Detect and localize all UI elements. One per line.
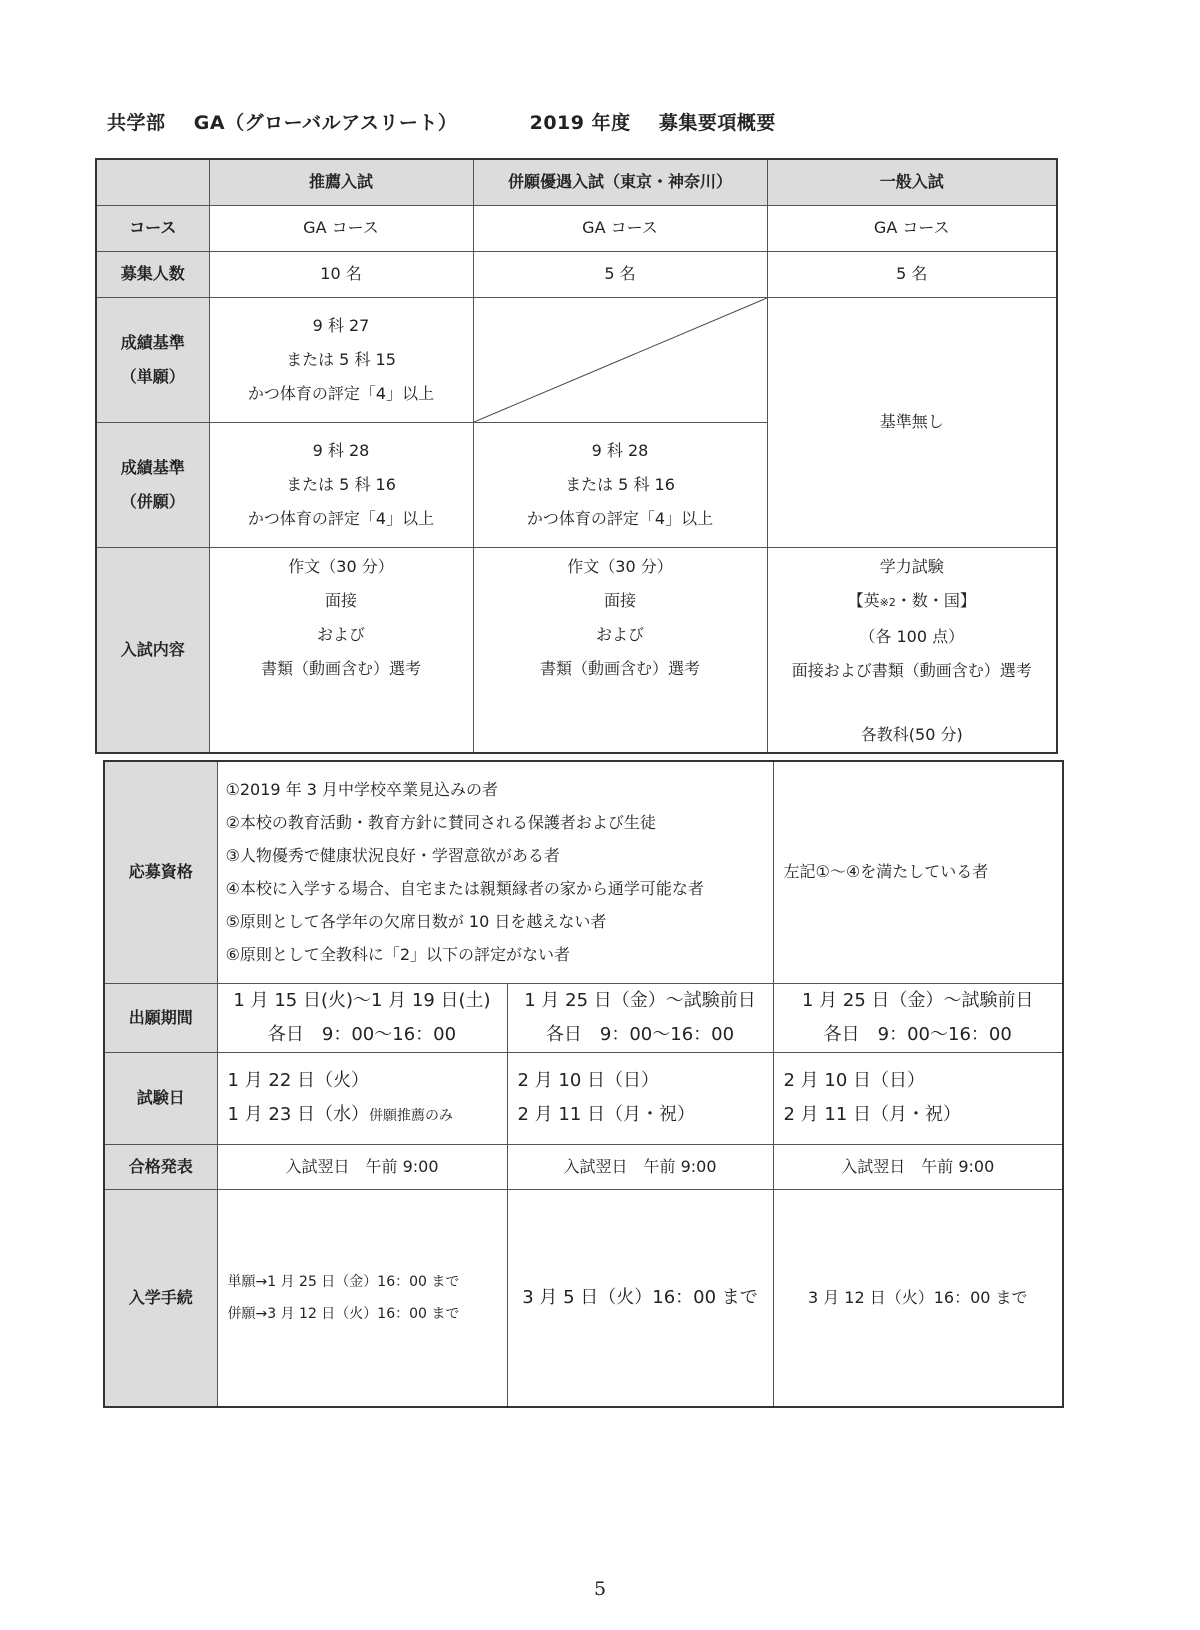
exam-content-general — [767, 547, 1057, 753]
text-line: 書類（動画含む）選考 — [539, 658, 700, 678]
table-row-exam-content — [96, 547, 1057, 753]
text-line: 1 月 15 日(火)～1 月 19 日(土) — [233, 989, 491, 1011]
text-line — [768, 584, 1057, 620]
column-header-suisen: 推薦入試 — [209, 159, 473, 205]
exam-date-suisen — [217, 1052, 507, 1144]
text-line: 各教科(50 分) — [860, 724, 963, 744]
text-line: 作文（30 分） — [567, 556, 673, 576]
course-heigan: GA コース — [473, 205, 767, 251]
text-line: 1 月 25 日（金）～試験前日 — [524, 989, 756, 1011]
capacity-suisen: 10 名 — [209, 251, 473, 297]
label-line: 成績基準 — [120, 332, 185, 352]
text-line: かつ体育の評定「4」以上 — [247, 508, 435, 528]
row-label-application-period: 出願期間 — [104, 983, 217, 1052]
table-row-course — [96, 205, 1057, 251]
text-line: 単願→1 月 25 日（金）16：00 まで — [227, 1273, 460, 1290]
note-text: 併願推薦のみ — [369, 1107, 454, 1124]
exam-content-suisen — [209, 547, 473, 753]
table-row-procedure — [104, 1189, 1063, 1407]
column-header-general: 一般入試 — [767, 159, 1057, 205]
row-label-grade-combined — [96, 422, 209, 547]
procedure-heigan: 3 月 5 日（火）16：00 まで — [507, 1189, 773, 1407]
text-line: 1 月 25 日（金）～試験前日 — [801, 989, 1034, 1011]
page-number: 5 — [593, 1578, 607, 1600]
list-item: ⑤原則として各学年の欠席日数が 10 日を越えない者 — [225, 912, 607, 932]
text-line: かつ体育の評定「4」以上 — [247, 383, 435, 403]
course-general: GA コース — [767, 205, 1057, 251]
capacity-heigan: 5 名 — [473, 251, 767, 297]
header-corner — [96, 159, 209, 205]
label-line: 成績基準 — [120, 457, 185, 477]
announcement-heigan: 入試翌日 午前 9:00 — [507, 1144, 773, 1189]
row-label-capacity: 募集人数 — [96, 251, 209, 297]
label-line: （単願） — [120, 366, 185, 386]
application-period-general — [773, 983, 1063, 1052]
announcement-suisen: 入試翌日 午前 9:00 — [217, 1144, 507, 1189]
label-line: （併願） — [120, 491, 185, 511]
table-row-application-period — [104, 983, 1063, 1052]
grade-single-suisen — [209, 297, 473, 422]
subject-bracket-open: 【英 — [847, 590, 880, 610]
text-line: 1 月 22 日（火） — [227, 1069, 370, 1091]
table-header-row — [96, 159, 1057, 205]
row-label-exam-content: 入試内容 — [96, 547, 209, 753]
overview-table-bottom — [103, 760, 1064, 1408]
text-line: 9 科 28 — [591, 440, 649, 460]
text-line: および — [316, 624, 365, 644]
text-line: および — [595, 624, 644, 644]
text-line: または 5 科 16 — [565, 474, 675, 494]
text-line: 9 科 27 — [312, 315, 370, 335]
application-period-heigan — [507, 983, 773, 1052]
application-period-suisen — [217, 983, 507, 1052]
exam-content-heigan — [473, 547, 767, 753]
grade-combined-heigan — [473, 422, 767, 547]
row-label-announcement: 合格発表 — [104, 1144, 217, 1189]
footnote-mark: ※2 — [879, 595, 896, 609]
text-line: または 5 科 16 — [286, 474, 396, 494]
list-item: ③人物優秀で健康状況良好・学習意欲がある者 — [225, 846, 560, 866]
text-line: 2 月 11 日（月・祝） — [783, 1104, 962, 1125]
row-label-course: コース — [96, 205, 209, 251]
table-row-grade-single — [96, 297, 1057, 422]
capacity-general: 5 名 — [767, 251, 1057, 297]
grade-combined-suisen — [209, 422, 473, 547]
overview-table-top — [95, 158, 1058, 754]
list-item: ⑥原則として全教科に「2」以下の評定がない者 — [225, 945, 571, 965]
text-line: 2 月 10 日（日） — [517, 1070, 660, 1091]
text-line: 書類（動画含む）選考 — [260, 658, 421, 678]
row-label-exam-date: 試験日 — [104, 1052, 217, 1144]
table-row-announcement — [104, 1144, 1063, 1189]
text-line: 面接 — [603, 590, 636, 610]
title-dept: 共学部 — [107, 112, 166, 134]
diagonal-slash — [474, 298, 767, 422]
title-year: 2019 年度 — [529, 112, 631, 134]
row-label-grade-single — [96, 297, 209, 422]
date-text: 1 月 23 日（水） — [227, 1103, 370, 1125]
procedure-suisen — [217, 1189, 507, 1407]
exam-date-general — [773, 1052, 1063, 1144]
table-row-capacity — [96, 251, 1057, 297]
row-label-procedure: 入学手続 — [104, 1189, 217, 1407]
title-program: GA（グローバルアスリート） — [193, 112, 458, 134]
text-line: 各日 9：00～16：00 — [823, 1023, 1012, 1045]
text-line: （各 100 点） — [859, 626, 965, 646]
list-item: ②本校の教育活動・教育方針に賛同される保護者および生徒 — [225, 813, 656, 833]
text-line: 併願→3 月 12 日（火）16：00 まで — [227, 1305, 460, 1322]
text-line: 各日 9：00～16：00 — [267, 1023, 457, 1045]
procedure-general: 3 月 12 日（火）16：00 まで — [773, 1189, 1063, 1407]
text-line: 面接 — [324, 590, 357, 610]
text-line: 9 科 28 — [312, 440, 370, 460]
text-line — [228, 1098, 507, 1133]
text-line: かつ体育の評定「4」以上 — [526, 508, 714, 528]
column-header-heigan: 併願優遇入試（東京・神奈川） — [473, 159, 767, 205]
announcement-general: 入試翌日 午前 9:00 — [773, 1144, 1063, 1189]
text-line: 2 月 11 日（月・祝） — [517, 1104, 696, 1125]
grade-single-heigan-na — [473, 297, 767, 422]
text-line: 各日 9：00～16：00 — [545, 1023, 735, 1045]
grade-general: 基準無し — [767, 297, 1057, 547]
subject-list: ・数・国】 — [895, 590, 976, 610]
table-row-qualification — [104, 761, 1063, 983]
qualification-items — [217, 761, 773, 983]
text-line: 2 月 10 日（日） — [783, 1070, 926, 1091]
qualification-general: 左記①～④を満たしている者 — [773, 761, 1063, 983]
row-label-qualification: 応募資格 — [104, 761, 217, 983]
table-row-exam-date — [104, 1052, 1063, 1144]
list-item: ④本校に入学する場合、自宅または親類縁者の家から通学可能な者 — [225, 879, 704, 899]
exam-date-heigan — [507, 1052, 773, 1144]
text-line: または 5 科 15 — [286, 349, 396, 369]
text-line: 学力試験 — [879, 556, 944, 576]
course-suisen: GA コース — [209, 205, 473, 251]
text-line: 作文（30 分） — [288, 556, 394, 576]
title-main: 募集要項概要 — [658, 112, 776, 134]
list-item: ①2019 年 3 月中学校卒業見込みの者 — [225, 780, 499, 800]
text-line: 面接および書類（動画含む）選考 — [791, 660, 1032, 680]
document-title — [107, 108, 776, 135]
